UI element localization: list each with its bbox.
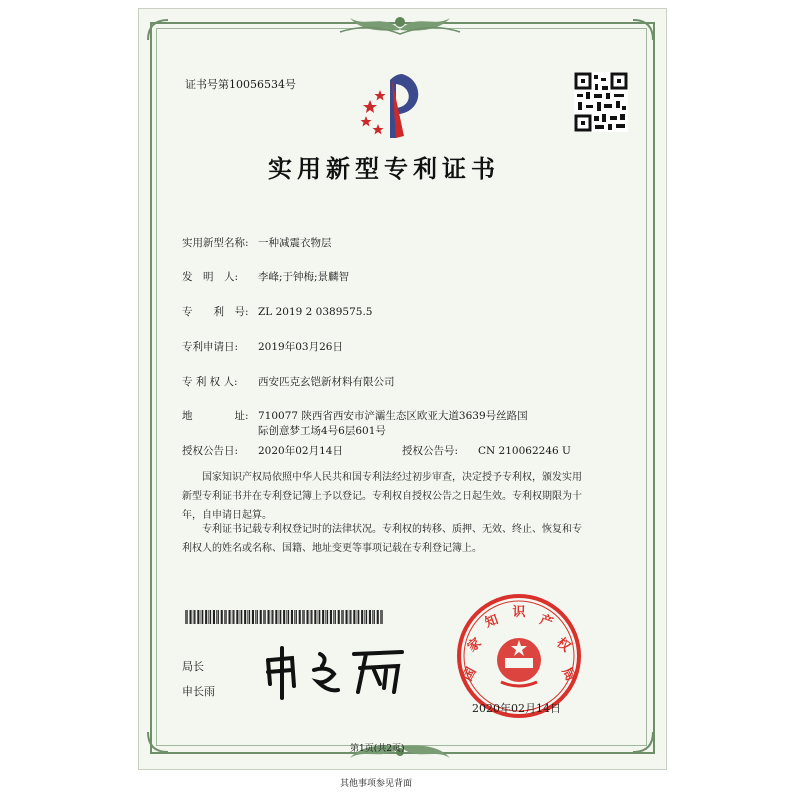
field-value-name: 一种减震衣物层 [258,237,332,249]
svg-text:家: 家 [464,635,485,656]
field-label-address: 地 址: [182,410,249,422]
paragraph-grant-line1: 国家知识产权局依照中华人民共和国专利法经过初步审查，决定授予专利权，颁发实用 [202,472,582,483]
svg-text:产: 产 [537,612,555,631]
svg-text:国: 国 [460,665,480,684]
svg-text:知: 知 [483,612,501,631]
corner-ornament-icon [146,730,170,754]
field-label-inventors: 发 明 人: [182,271,239,283]
field-label-patent-no: 专 利 号: [182,306,249,318]
paragraph-legal-line1: 专利证书记载专利权登记时的法律状况。专利权的转移、质押、无效、终止、恢复和专 [202,524,582,535]
field-label-filing-date: 专利申请日: [182,341,239,353]
director-role: 局长 [182,660,204,673]
corner-ornament-icon [631,730,655,754]
svg-text:权: 权 [553,635,574,656]
director-signature [262,640,412,700]
paragraph-legal-line2: 利权人的姓名或名称、国籍、地址变更等事项记载在专利登记簿上。 [182,543,482,554]
page-number: 第1页(共2页) [350,744,405,754]
certificate-title: 实用新型专利证书 [268,154,500,183]
field-value-grant-no: CN 210062246 U [478,445,571,457]
back-note: 其他事项参见背面 [340,779,413,789]
field-label-name: 实用新型名称: [182,237,249,249]
field-value-grant-date: 2020年02月14日 [258,445,343,457]
svg-text:局: 局 [558,665,578,684]
svg-text:识: 识 [512,605,526,620]
patent-office-logo-icon [356,70,426,142]
official-seal-icon [455,592,583,720]
field-value-patent-no: ZL 2019 2 0389575.5 [258,306,373,318]
field-label-patentee: 专 利 权 人: [182,376,238,388]
field-value-address-line1: 710077 陕西省西安市浐灞生态区欧亚大道3639号丝路国 [258,410,528,422]
corner-ornament-icon [631,18,655,42]
field-value-inventors: 李峰;于钟梅;景麟智 [258,271,350,283]
corner-ornament-icon [146,18,170,42]
field-value-address-line2: 际创意梦工场4号6层601号 [258,425,386,437]
field-label-grant-no: 授权公告号: [402,445,459,457]
paragraph-grant-line2: 新型专利证书并在专利登记簿上予以登记。专利权自授权公告之日起生效。专利权期限为十 [182,491,582,502]
field-value-patentee: 西安匹克玄铠新材料有限公司 [258,376,395,388]
top-ornament-icon [330,8,470,38]
field-label-grant-date: 授权公告日: [182,445,239,457]
seal-date: 2020年02月14日 [472,702,561,715]
barcode-icon [185,610,385,624]
qr-code-icon [574,72,628,132]
field-value-filing-date: 2019年03月26日 [258,341,343,353]
director-name: 申长雨 [182,685,215,698]
paragraph-grant-line3: 年，自申请日起算。 [182,510,272,521]
certificate-number: 证书号第10056534号 [185,78,296,91]
